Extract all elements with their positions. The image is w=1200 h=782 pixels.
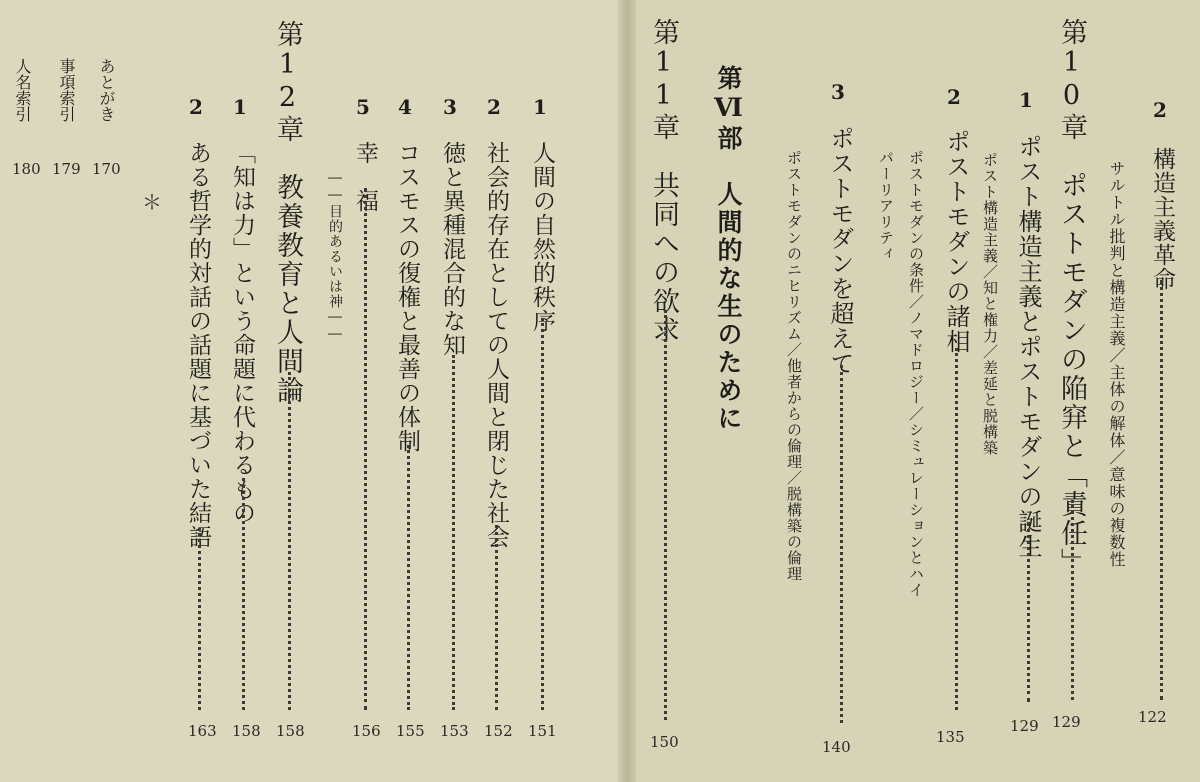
- page-number: 140: [822, 738, 851, 756]
- asterisk-separator: ＊: [142, 190, 162, 214]
- page-number: 170: [92, 160, 121, 178]
- page-number: 129: [1052, 713, 1081, 731]
- subtopics: サルトル批判と構造主義／主体の解体／意味の複数性: [1107, 160, 1126, 568]
- page-number: 163: [188, 722, 217, 740]
- chapter-title: 第12章 教養教育と人間論: [272, 20, 303, 405]
- section-number: 5: [351, 95, 375, 119]
- subtopics: ポストモダンのニヒリズム／他者からの倫理／脱構築の倫理: [785, 150, 803, 582]
- page-number: 156: [352, 722, 381, 740]
- toc-subentry: [982, 152, 997, 456]
- page-number: 158: [232, 722, 261, 740]
- page-number: 158: [276, 722, 305, 740]
- section-number: 2: [184, 95, 208, 119]
- toc-entry-cosmos: [395, 95, 418, 453]
- dot-leader: [1071, 500, 1074, 700]
- dot-leader: [1027, 522, 1030, 702]
- section-title: 「知は力」という命題に代わるもの: [229, 141, 255, 525]
- dot-leader: [495, 525, 498, 710]
- section-number: 1: [228, 95, 252, 119]
- toc-entry-post-structuralism: [1016, 88, 1040, 559]
- chapter-title: 第11章 共同への欲求: [648, 18, 679, 345]
- chapter-11-heading: [650, 18, 677, 345]
- toc-entry-knowledge-is-power: [230, 95, 253, 525]
- dot-leader: [664, 310, 667, 720]
- page-number: 180: [12, 160, 41, 178]
- chapter-12-heading: [274, 20, 301, 405]
- part-title: 第Ⅵ部 人間的な生のために: [714, 65, 743, 433]
- section-number: 1: [528, 95, 552, 119]
- section-number: 4: [393, 95, 417, 119]
- subtopics: パーリアリティ: [877, 150, 895, 262]
- toc-subentry: [786, 150, 801, 582]
- toc-subentry: [1108, 160, 1124, 568]
- toc-entry-virtue: [440, 95, 463, 357]
- section-number: 1: [1014, 88, 1038, 112]
- dot-leader: [198, 528, 201, 710]
- dot-leader: [242, 478, 245, 710]
- toc-subentry: [908, 150, 923, 598]
- section-title: 社会的存在としての人間と閉じた社会: [483, 141, 509, 549]
- toc-subentry: [878, 150, 893, 262]
- misc-title: 事項索引: [57, 58, 76, 122]
- section-number: 3: [438, 95, 462, 119]
- section-number: 2: [942, 85, 966, 109]
- subtopics: ポスト構造主義／知と権力／差延と脱構築: [981, 152, 999, 456]
- page-number: 135: [936, 728, 965, 746]
- section-number: 2: [1148, 98, 1172, 122]
- section-title: ポストモダンの諸相: [942, 129, 970, 354]
- section-title: 幸 福: [352, 141, 378, 213]
- misc-title: 人名索引: [13, 58, 32, 122]
- page-number: 150: [650, 733, 679, 751]
- part-6-heading: [716, 65, 741, 433]
- page-number: 152: [484, 722, 513, 740]
- toc-entry-philosophical-dialogue: [186, 95, 209, 549]
- chapter-10-heading: [1058, 18, 1085, 577]
- page-number: 151: [528, 722, 557, 740]
- toc-entry-aspects-of-postmodern: [944, 85, 968, 354]
- section-title: コスモスの復権と最善の体制: [394, 141, 420, 453]
- dot-leader: [288, 372, 291, 710]
- section-title: 構造主義革命: [1149, 147, 1175, 291]
- page-number: 129: [1010, 717, 1039, 735]
- toc-entry-natural-order: [530, 95, 553, 333]
- book-gutter: [618, 0, 636, 782]
- dot-leader: [840, 365, 843, 723]
- section-title: ある哲学的対話の話題に基づいた結語: [185, 141, 211, 549]
- toc-entry-social-being: [484, 95, 507, 549]
- dot-leader: [1160, 280, 1163, 700]
- section-title: 人間の自然的秩序: [529, 141, 555, 333]
- page-number: 122: [1138, 708, 1167, 726]
- toc-entry-structuralist-revolution: [1150, 98, 1173, 291]
- misc-entry-subject-index: [58, 58, 74, 122]
- page-number: 179: [52, 160, 81, 178]
- misc-title: あとがき: [97, 58, 116, 122]
- misc-entry-afterword: [98, 58, 114, 122]
- section-number: 3: [826, 80, 850, 104]
- toc-entry-beyond-postmodern: [828, 80, 852, 376]
- misc-entry-name-index: [14, 58, 30, 122]
- subtopics: ポストモダンの条件／ノマドロジー／シミュレーションとハイ: [907, 150, 925, 598]
- dot-leader: [955, 348, 958, 710]
- page-number: 153: [440, 722, 469, 740]
- dot-leader: [364, 188, 367, 710]
- chapter-title: 第10章 ポストモダンの陥穽と「責任」: [1056, 18, 1087, 577]
- toc-subentry: [328, 170, 342, 343]
- dot-leader: [452, 355, 455, 710]
- subtitle: ――目的あるいは神――: [327, 170, 343, 343]
- page-number: 155: [396, 722, 425, 740]
- dot-leader: [407, 445, 410, 710]
- dot-leader: [541, 318, 544, 710]
- section-title: ポストモダンを超えて: [826, 126, 854, 376]
- section-title: 徳と異種混合的な知: [439, 141, 465, 357]
- section-title: ポスト構造主義とポストモダンの誕生: [1014, 134, 1042, 559]
- section-number: 2: [482, 95, 506, 119]
